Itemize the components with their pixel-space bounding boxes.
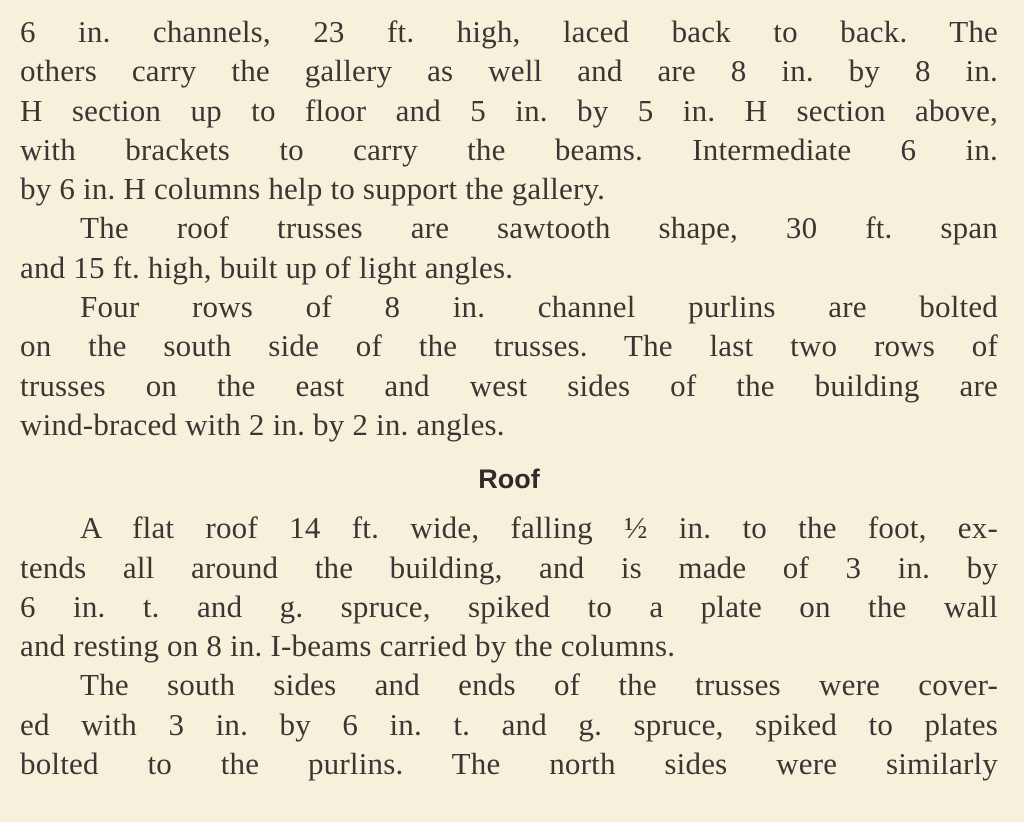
text-line: on the south side of the trusses. The last two rows of [20,328,998,364]
text-line: ed with 3 in. by 6 in. t. and g. spruce, spiked to plates [20,706,998,742]
text-line: The south sides and ends of the trusses were cover- [80,667,998,703]
text-line: A flat roof 14 ft. wide, falling ½ in. to the foot, ex- [80,510,998,546]
text-line: with brackets to carry the beams. Intermediate 6 in. [20,131,998,167]
text-line: wind-braced with 2 in. by 2 in. angles. [20,406,505,442]
paragraph-south-sides [20,665,998,783]
paragraph-columns [20,12,998,208]
text-line: and 15 ft. high, built up of light angles. [20,249,514,285]
text-line: 6 in. channels, 23 ft. high, laced back to back. The [20,14,998,49]
paragraph-flat-roof [20,508,998,665]
text-line: tends all around the building, and is made of 3 in. by [20,549,998,585]
text-line: The roof trusses are sawtooth shape, 30 ft. span [80,210,998,246]
text-line: 6 in. t. and g. spruce, spiked to a plate on the wall [20,588,998,624]
text-line: and resting on 8 in. I-beams carried by the columns. [20,628,676,664]
paragraph-purlins [20,287,998,444]
text-line: bolted to the purlins. The north sides were similarly [20,746,998,782]
text-line: trusses on the east and west sides of the building are [20,367,998,403]
section-heading-roof: Roof [478,464,540,495]
text-line: by 6 in. H columns help to support the gallery. [20,171,606,207]
text-line: others carry the gallery as well and are 8 in. by 8 in. [20,53,998,89]
text-line: Four rows of 8 in. channel purlins are bolted [80,289,998,325]
text-line: H section up to floor and 5 in. by 5 in. H section above, [20,92,998,128]
paragraph-trusses [20,208,998,287]
